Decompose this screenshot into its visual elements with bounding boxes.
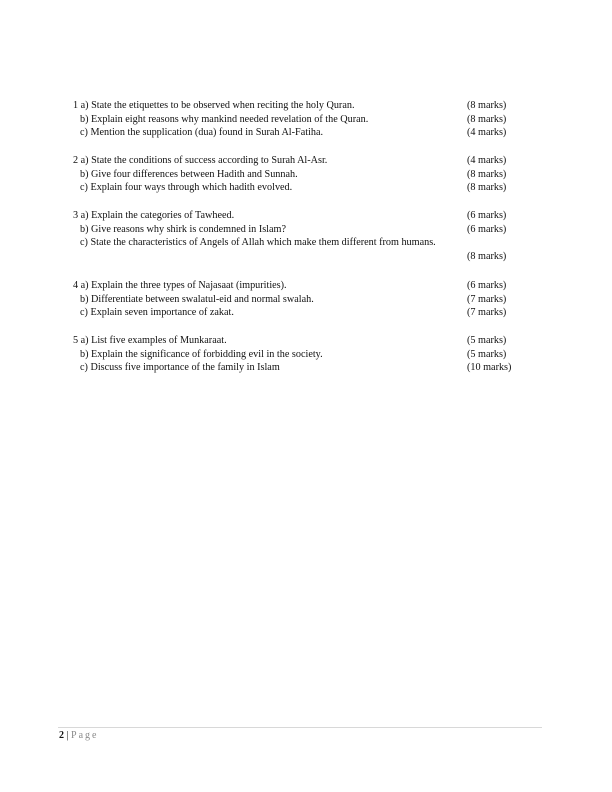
question-part <box>73 293 543 307</box>
part-label: b) <box>80 348 89 360</box>
question-part <box>73 113 543 127</box>
question-part <box>73 126 543 140</box>
question-part <box>73 361 543 375</box>
part-label: c) <box>80 362 88 374</box>
question-part <box>73 279 543 293</box>
marks: (4 marks) <box>467 155 507 166</box>
question-text: Explain the three types of Najasaat (impurities). <box>91 280 287 291</box>
marks: (8 marks) <box>467 100 507 111</box>
part-label: a) <box>80 100 89 111</box>
question-part <box>73 236 543 250</box>
part-label: c) <box>80 307 88 319</box>
question-part <box>73 181 543 195</box>
marks: (5 marks) <box>467 348 507 360</box>
page-number: 2 <box>59 730 64 741</box>
marks: (6 marks) <box>467 280 507 291</box>
question-4 <box>73 279 543 320</box>
question-part <box>73 223 543 237</box>
marks: (6 marks) <box>467 210 507 221</box>
question-part <box>73 306 543 320</box>
question-text: State the conditions of success according to Surah Al-Asr. <box>91 155 328 166</box>
question-part <box>73 334 543 348</box>
part-label: b) <box>80 168 89 180</box>
marks-row <box>73 250 543 264</box>
question-part <box>73 154 543 168</box>
question-part <box>73 168 543 182</box>
question-text: Give reasons why shirk is condemned in Islam? <box>91 223 286 235</box>
marks: (8 marks) <box>467 168 507 180</box>
question-text: Explain the significance of forbidding evil in the society. <box>91 348 323 360</box>
question-part <box>73 99 543 113</box>
part-label: b) <box>80 223 89 235</box>
question-5 <box>73 334 543 375</box>
question-text: Mention the supplication (dua) found in Surah Al-Fatiha. <box>90 127 324 139</box>
page-label: Page <box>71 730 99 741</box>
question-text: Discuss five importance of the family in Islam <box>90 362 280 374</box>
question-text: Explain eight reasons why mankind needed revelation of the Quran. <box>91 113 369 125</box>
part-label: b) <box>80 113 89 125</box>
footer-separator: | <box>66 730 69 741</box>
question-2 <box>73 154 543 195</box>
question-number: 1 <box>73 100 79 111</box>
question-3 <box>73 209 543 264</box>
part-label: c) <box>80 237 88 249</box>
marks: (7 marks) <box>467 307 507 319</box>
marks: (8 marks) <box>467 113 507 125</box>
part-label: a) <box>80 210 89 221</box>
question-text: List five examples of Munkaraat. <box>91 335 227 346</box>
question-text: Differentiate between swalatul-eid and normal swalah. <box>91 293 314 305</box>
question-number: 3 <box>73 210 79 221</box>
marks: (4 marks) <box>467 127 507 139</box>
marks: (10 marks) <box>467 362 512 374</box>
footer-divider <box>58 727 542 728</box>
question-number: 4 <box>73 280 79 291</box>
question-text: Explain four ways through which hadith evolved. <box>90 182 293 194</box>
part-label: a) <box>80 155 89 166</box>
marks: (8 marks) <box>467 251 507 263</box>
marks: (8 marks) <box>467 182 507 194</box>
question-number: 5 <box>73 335 79 346</box>
question-text: Give four differences between Hadith and Sunnah. <box>91 168 298 180</box>
question-1 <box>73 99 543 140</box>
part-label: a) <box>80 280 89 291</box>
question-text: State the etiquettes to be observed when reciting the holy Quran. <box>91 100 355 111</box>
question-part <box>73 348 543 362</box>
question-part <box>73 209 543 223</box>
part-label: c) <box>80 127 88 139</box>
part-label: c) <box>80 182 88 194</box>
part-label: a) <box>80 335 89 346</box>
marks: (5 marks) <box>467 335 507 346</box>
question-text: State the characteristics of Angels of Allah which make them different from humans. <box>90 237 436 249</box>
marks: (7 marks) <box>467 293 507 305</box>
marks: (6 marks) <box>467 223 507 235</box>
question-text: Explain the categories of Tawheed. <box>91 210 235 221</box>
question-number: 2 <box>73 155 79 166</box>
question-text: Explain seven importance of zakat. <box>90 307 234 319</box>
page-footer <box>59 730 98 741</box>
part-label: b) <box>80 293 89 305</box>
